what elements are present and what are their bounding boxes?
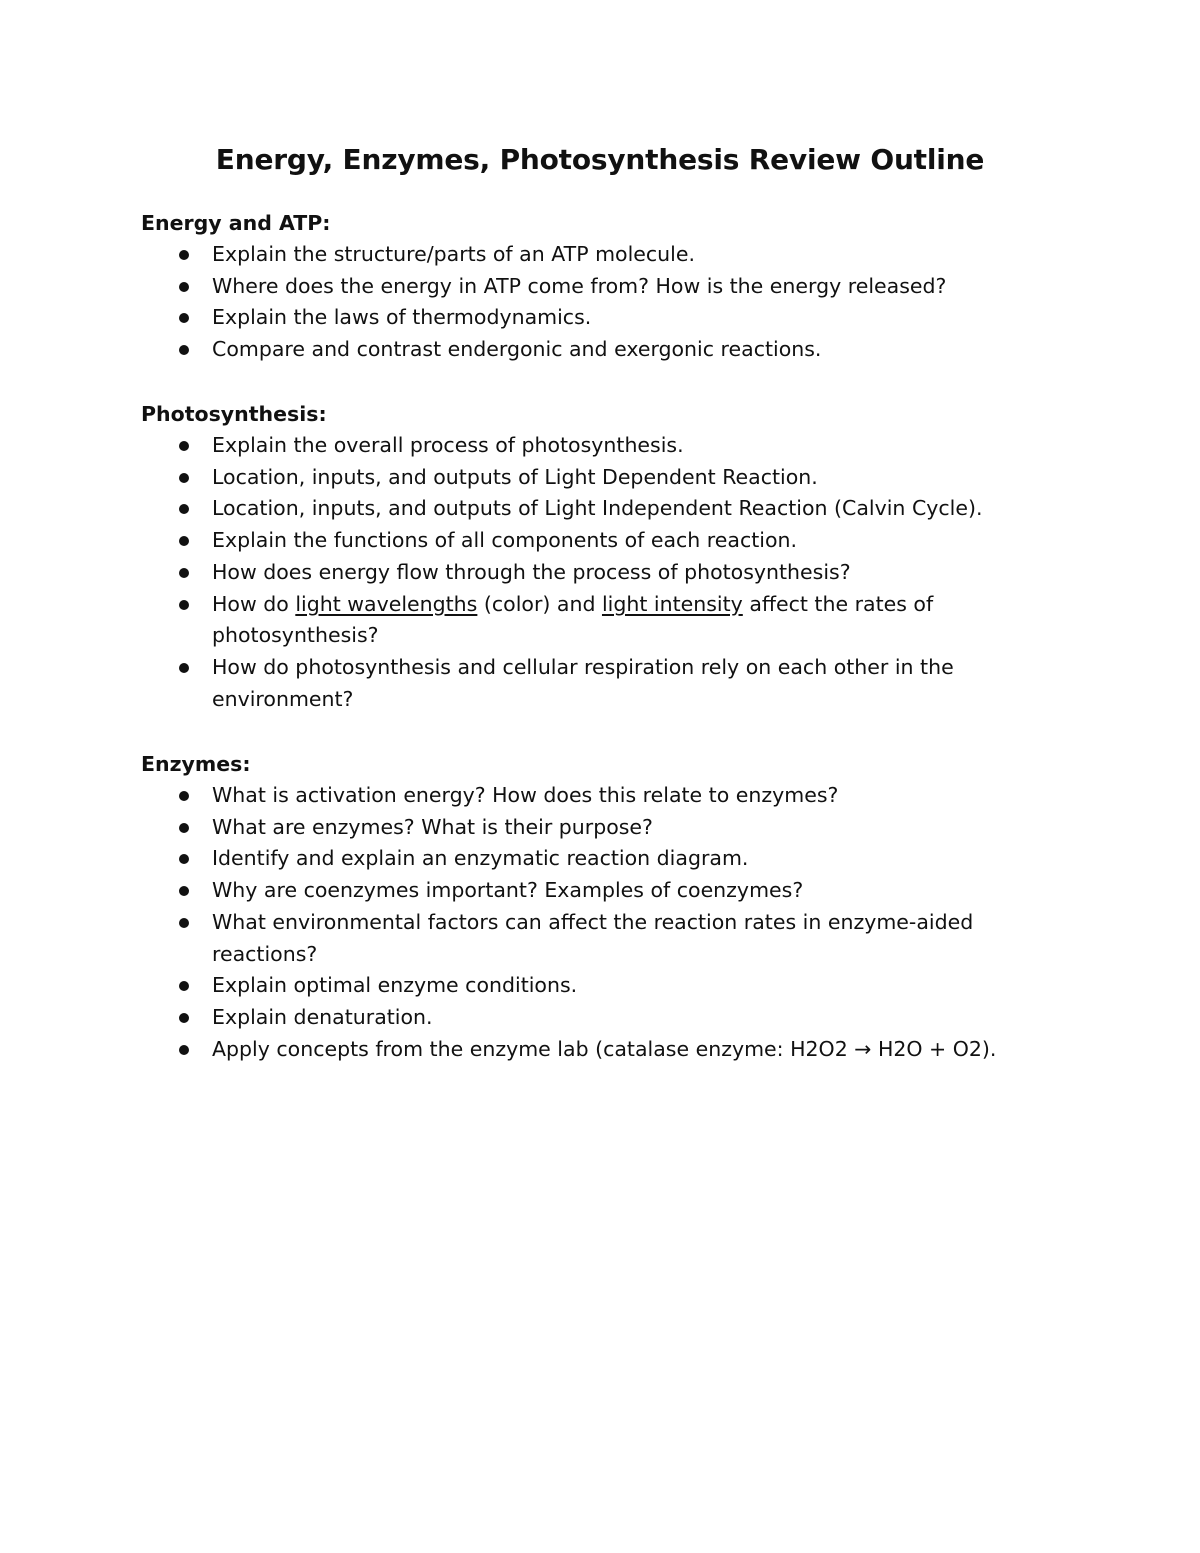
list-item-factors [141, 907, 1101, 970]
list-item [141, 271, 1101, 303]
bullet-icon [179, 441, 189, 451]
section-heading: Photosynthesis: [141, 402, 327, 426]
bullet-icon [179, 791, 189, 801]
text-fragment: photosynthesis? [212, 623, 379, 648]
list-item [141, 1034, 1101, 1066]
bullet-icon [179, 568, 189, 578]
list-item-text: How does energy flow through the process of photosynthesis? [212, 559, 851, 584]
list-item-reliance [141, 652, 1101, 715]
text-fragment: environment? [212, 686, 354, 711]
list-item-text: Apply concepts from the enzyme lab (catalase enzyme: H2O2 → H2O + O2). [212, 1036, 997, 1061]
list-item-text: What are enzymes? What is their purpose? [212, 814, 653, 839]
bullet-icon [179, 504, 189, 514]
list-item [141, 843, 1101, 875]
list-item [141, 780, 1101, 812]
list-item [141, 1002, 1101, 1034]
underlined-term-light-wavelengths: light wavelengths [295, 591, 478, 616]
list-item [141, 875, 1101, 907]
bullet-icon [179, 823, 189, 833]
list-item-text: Compare and contrast endergonic and exergonic reactions. [212, 337, 822, 362]
list-item [141, 302, 1101, 334]
list-item-text [212, 910, 973, 966]
bullet-icon [179, 918, 189, 928]
section-heading: Enzymes: [141, 752, 251, 776]
bullet-list [141, 239, 1101, 366]
list-item [141, 525, 1101, 557]
page-title: Energy, Enzymes, Photosynthesis Review Outline [215, 143, 985, 176]
list-item-text: Identify and explain an enzymatic reaction diagram. [212, 846, 749, 871]
bullet-icon [179, 854, 189, 864]
list-item-text: Location, inputs, and outputs of Light Dependent Reaction. [212, 464, 818, 489]
list-item-text: Explain denaturation. [212, 1004, 433, 1029]
bullet-icon [179, 1045, 189, 1055]
list-item-text: Explain the laws of thermodynamics. [212, 305, 592, 330]
list-item-text: Explain the functions of all components of each reaction. [212, 528, 798, 553]
list-item [141, 334, 1101, 366]
bullet-icon [179, 886, 189, 896]
list-item-text: Explain optimal enzyme conditions. [212, 973, 578, 998]
list-item [141, 970, 1101, 1002]
section-photosynthesis [141, 398, 1101, 715]
bullet-icon [179, 600, 189, 610]
text-fragment: reactions? [212, 941, 318, 966]
underlined-term-light-intensity: light intensity [601, 591, 743, 616]
bullet-icon [179, 981, 189, 991]
bullet-icon [179, 663, 189, 673]
list-item [141, 812, 1101, 844]
text-fragment: How do photosynthesis and cellular respiration rely on each other in the [212, 654, 954, 679]
list-item-text: Location, inputs, and outputs of Light Independent Reaction (Calvin Cycle). [212, 496, 983, 521]
list-item-text: Why are coenzymes important? Examples of coenzymes? [212, 878, 804, 903]
bullet-icon [179, 536, 189, 546]
text-fragment: What environmental factors can affect the reaction rates in enzyme-aided [212, 909, 974, 934]
bullet-list [141, 430, 1101, 715]
list-item [141, 462, 1101, 494]
bullet-icon [179, 345, 189, 355]
bullet-icon [179, 1013, 189, 1023]
list-item-text [212, 655, 954, 711]
list-item-text: Explain the overall process of photosynthesis. [212, 433, 684, 457]
text-fragment: How do [212, 591, 296, 616]
bullet-icon [179, 282, 189, 292]
list-item [141, 557, 1101, 589]
bullet-icon [179, 250, 189, 260]
bullet-list [141, 780, 1101, 1065]
list-item-text [212, 592, 933, 648]
section-heading: Energy and ATP: [141, 211, 331, 235]
list-item-light [141, 589, 1101, 652]
text-fragment: affect the rates of [742, 591, 934, 616]
list-item-text: Explain the structure/parts of an ATP molecule. [212, 242, 695, 266]
list-item [141, 430, 1101, 462]
bullet-icon [179, 313, 189, 323]
list-item-text: Where does the energy in ATP come from? How is the energy released? [212, 273, 947, 298]
list-item [141, 493, 1101, 525]
bullet-icon [179, 473, 189, 483]
text-fragment: (color) and [477, 591, 602, 616]
section-enzymes [141, 748, 1101, 1065]
list-item-text: What is activation energy? How does this relate to enzymes? [212, 783, 839, 807]
section-energy-atp [141, 207, 1101, 366]
list-item [141, 239, 1101, 271]
